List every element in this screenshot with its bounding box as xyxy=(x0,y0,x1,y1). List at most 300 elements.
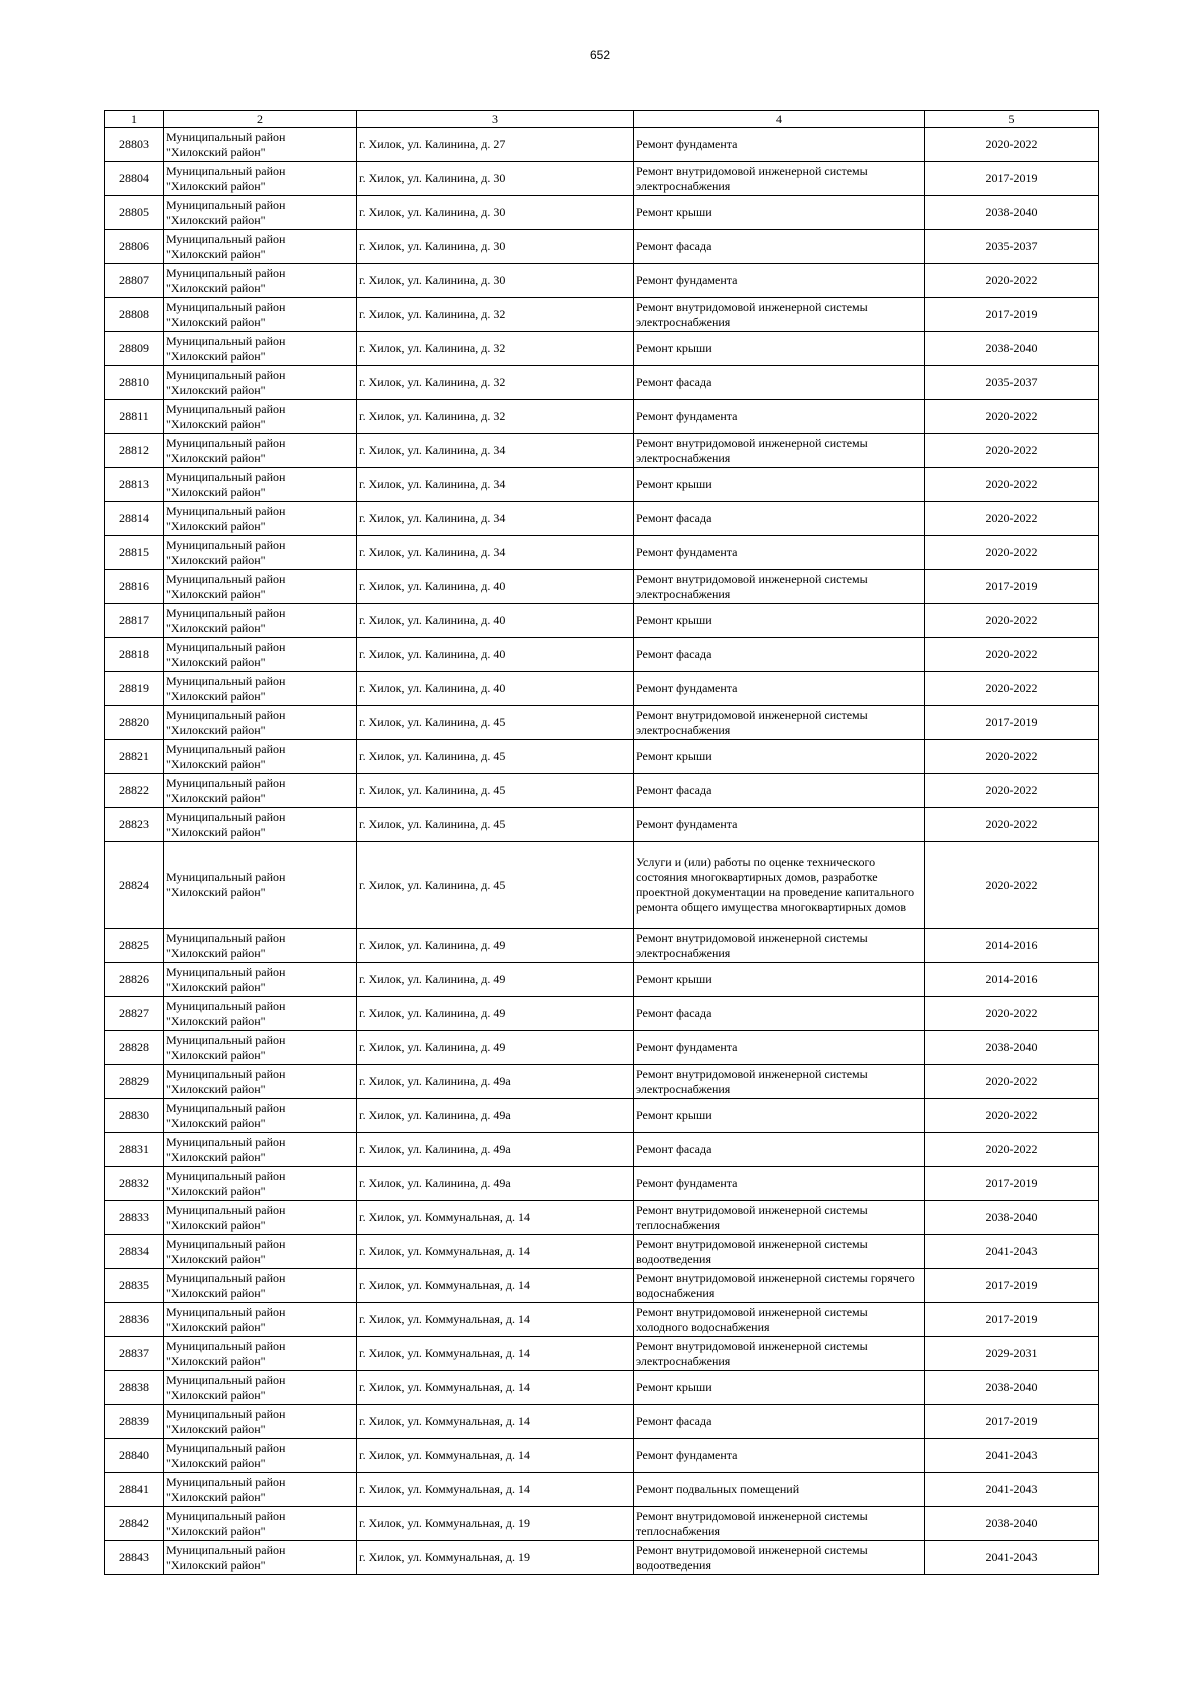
period-text: 2017-2019 xyxy=(985,579,1038,593)
row-number-cell xyxy=(105,997,164,1031)
address-cell xyxy=(357,997,634,1031)
address-cell xyxy=(357,1269,634,1303)
work-type-cell xyxy=(634,1439,925,1473)
address-cell xyxy=(357,1099,634,1133)
address-cell xyxy=(357,1235,634,1269)
address-text: г. Хилок, ул. Калинина, д. 45 xyxy=(359,715,506,729)
municipality-cell xyxy=(164,706,357,740)
work-type-text: Ремонт внутридомовой инженерной системы электроснабжения xyxy=(636,299,868,329)
work-type-text: Ремонт крыши xyxy=(636,613,712,627)
address-text: г. Хилок, ул. Калинина, д. 49а xyxy=(359,1176,511,1190)
work-type-text: Ремонт внутридомовой инженерной системы водоотведения xyxy=(636,1236,868,1266)
work-type-cell xyxy=(634,672,925,706)
address-text: г. Хилок, ул. Калинина, д. 40 xyxy=(359,579,506,593)
address-text: г. Хилок, ул. Калинина, д. 49а xyxy=(359,1108,511,1122)
municipality-name: "Хилокский район" xyxy=(166,885,266,899)
work-type-text: Ремонт внутридомовой инженерной системы электроснабжения xyxy=(636,163,868,193)
row-number-cell xyxy=(105,604,164,638)
row-number: 28841 xyxy=(119,1482,149,1496)
address-cell xyxy=(357,1371,634,1405)
period-text: 2014-2016 xyxy=(985,972,1038,986)
address-text: г. Хилок, ул. Калинина, д. 49 xyxy=(359,938,506,952)
municipality-type: Муниципальный район xyxy=(166,1236,286,1251)
period-cell xyxy=(925,298,1099,332)
period-cell xyxy=(925,1031,1099,1065)
municipality-name: "Хилокский район" xyxy=(166,246,266,261)
work-type-cell xyxy=(634,1303,925,1337)
table-row xyxy=(105,502,1099,536)
period-cell xyxy=(925,672,1099,706)
work-type-text: Ремонт фасада xyxy=(636,647,712,661)
address-cell xyxy=(357,929,634,963)
address-cell xyxy=(357,162,634,196)
table-row xyxy=(105,1133,1099,1167)
row-number-cell xyxy=(105,963,164,997)
row-number-cell xyxy=(105,774,164,808)
municipality-type: Муниципальный район xyxy=(166,503,286,518)
row-number: 28824 xyxy=(119,877,149,892)
municipality-cell xyxy=(164,842,357,929)
period-text: 2017-2019 xyxy=(985,1414,1038,1428)
table-row xyxy=(105,808,1099,842)
period-text: 2038-2040 xyxy=(985,1380,1038,1394)
row-number: 28834 xyxy=(119,1244,149,1258)
row-number: 28815 xyxy=(119,545,149,559)
municipality-type: Муниципальный район xyxy=(166,231,286,246)
period-text: 2035-2037 xyxy=(985,239,1038,253)
row-number-cell xyxy=(105,672,164,706)
period-text: 2017-2019 xyxy=(985,1312,1038,1326)
row-number-cell xyxy=(105,1269,164,1303)
work-type-text: Ремонт крыши xyxy=(636,341,712,355)
address-cell xyxy=(357,502,634,536)
municipality-name: "Хилокский район" xyxy=(166,484,266,499)
period-cell xyxy=(925,638,1099,672)
work-type-cell xyxy=(634,1031,925,1065)
table-row xyxy=(105,1337,1099,1371)
address-cell xyxy=(357,1065,634,1099)
municipality-type: Муниципальный район xyxy=(166,197,286,212)
row-number: 28840 xyxy=(119,1448,149,1462)
municipality-name: "Хилокский район" xyxy=(166,1557,266,1572)
period-cell xyxy=(925,230,1099,264)
page-number: 652 xyxy=(589,48,611,62)
municipality-cell xyxy=(164,1031,357,1065)
work-type-text: Ремонт фундамента xyxy=(636,681,738,695)
period-text: 2038-2040 xyxy=(985,341,1038,355)
municipality-cell xyxy=(164,128,357,162)
period-cell xyxy=(925,264,1099,298)
municipality-name: "Хилокский район" xyxy=(166,314,266,329)
municipality-type: Муниципальный район xyxy=(166,870,286,884)
table-row xyxy=(105,366,1099,400)
municipality-cell xyxy=(164,366,357,400)
period-text: 2041-2043 xyxy=(985,1550,1038,1564)
period-cell xyxy=(925,536,1099,570)
table-row xyxy=(105,1269,1099,1303)
municipality-type: Муниципальный район xyxy=(166,333,286,348)
work-type-text: Ремонт внутридомовой инженерной системы электроснабжения xyxy=(636,930,868,960)
municipality-name: "Хилокский район" xyxy=(166,552,266,567)
work-type-text: Ремонт фундамента xyxy=(636,409,738,423)
work-type-cell xyxy=(634,842,925,929)
work-type-cell xyxy=(634,1507,925,1541)
work-type-cell xyxy=(634,264,925,298)
table-row xyxy=(105,434,1099,468)
period-cell xyxy=(925,1099,1099,1133)
work-type-text: Ремонт фасада xyxy=(636,511,712,525)
period-cell xyxy=(925,468,1099,502)
table-row xyxy=(105,842,1099,929)
period-cell xyxy=(925,604,1099,638)
address-text: г. Хилок, ул. Калинина, д. 49 xyxy=(359,1006,506,1020)
municipality-type: Муниципальный район xyxy=(166,605,286,620)
period-cell xyxy=(925,332,1099,366)
period-cell xyxy=(925,1269,1099,1303)
period-cell xyxy=(925,1507,1099,1541)
period-text: 2020-2022 xyxy=(985,647,1038,661)
row-number: 28825 xyxy=(119,938,149,952)
address-cell xyxy=(357,128,634,162)
address-cell xyxy=(357,570,634,604)
work-type-cell xyxy=(634,1269,925,1303)
municipality-cell xyxy=(164,264,357,298)
municipality-type: Муниципальный район xyxy=(166,964,286,979)
municipality-type: Муниципальный район xyxy=(166,707,286,722)
municipality-type: Муниципальный район xyxy=(166,1066,286,1081)
row-number: 28810 xyxy=(119,375,149,389)
municipality-cell xyxy=(164,162,357,196)
work-type-cell xyxy=(634,774,925,808)
period-text: 2017-2019 xyxy=(985,307,1038,321)
work-type-text: Ремонт крыши xyxy=(636,972,712,986)
address-text: г. Хилок, ул. Коммунальная, д. 14 xyxy=(359,1244,530,1258)
address-text: г. Хилок, ул. Коммунальная, д. 14 xyxy=(359,1448,530,1462)
period-cell xyxy=(925,1133,1099,1167)
municipality-name: "Хилокский район" xyxy=(166,382,266,397)
period-text: 2020-2022 xyxy=(985,477,1038,491)
row-number-cell xyxy=(105,570,164,604)
address-text: г. Хилок, ул. Коммунальная, д. 14 xyxy=(359,1414,530,1428)
period-text: 2020-2022 xyxy=(985,443,1038,457)
period-text: 2020-2022 xyxy=(985,613,1038,627)
municipality-name: "Хилокский район" xyxy=(166,1319,266,1334)
address-cell xyxy=(357,1031,634,1065)
address-text: г. Хилок, ул. Калинина, д. 40 xyxy=(359,681,506,695)
table-row xyxy=(105,1235,1099,1269)
work-type-text: Ремонт внутридомовой инженерной системы теплоснабжения xyxy=(636,1202,868,1232)
period-cell xyxy=(925,997,1099,1031)
address-cell xyxy=(357,740,634,774)
address-cell xyxy=(357,774,634,808)
municipality-cell xyxy=(164,230,357,264)
address-cell xyxy=(357,1133,634,1167)
work-type-text: Ремонт внутридомовой инженерной системы водоотведения xyxy=(636,1542,868,1572)
municipality-name: "Хилокский район" xyxy=(166,1285,266,1300)
row-number-cell xyxy=(105,1235,164,1269)
table-row xyxy=(105,740,1099,774)
municipality-cell xyxy=(164,502,357,536)
municipality-type: Муниципальный район xyxy=(166,401,286,416)
row-number-cell xyxy=(105,1507,164,1541)
municipality-name: "Хилокский район" xyxy=(166,1149,266,1164)
row-number-cell xyxy=(105,1303,164,1337)
municipality-cell xyxy=(164,997,357,1031)
municipality-cell xyxy=(164,468,357,502)
table-row xyxy=(105,1405,1099,1439)
table-row xyxy=(105,1167,1099,1201)
address-cell xyxy=(357,434,634,468)
municipality-name: "Хилокский район" xyxy=(166,654,266,669)
period-cell xyxy=(925,128,1099,162)
municipality-type: Муниципальный район xyxy=(166,809,286,824)
period-text: 2038-2040 xyxy=(985,1210,1038,1224)
row-number: 28836 xyxy=(119,1312,149,1326)
address-cell xyxy=(357,706,634,740)
period-cell xyxy=(925,929,1099,963)
municipality-cell xyxy=(164,740,357,774)
period-cell xyxy=(925,434,1099,468)
address-cell xyxy=(357,638,634,672)
period-cell xyxy=(925,366,1099,400)
period-cell xyxy=(925,1371,1099,1405)
row-number-cell xyxy=(105,1337,164,1371)
municipality-name: "Хилокский район" xyxy=(166,1523,266,1538)
address-text: г. Хилок, ул. Коммунальная, д. 14 xyxy=(359,1346,530,1360)
work-type-text: Ремонт крыши xyxy=(636,1108,712,1122)
period-text: 2020-2022 xyxy=(985,783,1038,797)
municipality-cell xyxy=(164,400,357,434)
period-cell xyxy=(925,808,1099,842)
municipality-cell xyxy=(164,1167,357,1201)
period-cell xyxy=(925,774,1099,808)
work-type-cell xyxy=(634,332,925,366)
address-text: г. Хилок, ул. Калинина, д. 49 xyxy=(359,972,506,986)
table-row xyxy=(105,468,1099,502)
period-cell xyxy=(925,1303,1099,1337)
municipality-type: Муниципальный район xyxy=(166,1474,286,1489)
municipality-name: "Хилокский район" xyxy=(166,1013,266,1028)
address-cell xyxy=(357,1439,634,1473)
municipality-name: "Хилокский район" xyxy=(166,979,266,994)
row-number: 28839 xyxy=(119,1414,149,1428)
row-number-cell xyxy=(105,1065,164,1099)
municipality-name: "Хилокский район" xyxy=(166,722,266,737)
row-number: 28826 xyxy=(119,972,149,986)
work-type-cell xyxy=(634,502,925,536)
period-cell xyxy=(925,1405,1099,1439)
municipality-cell xyxy=(164,1303,357,1337)
repair-schedule-table xyxy=(104,110,1099,1575)
work-type-text: Ремонт фундамента xyxy=(636,273,738,287)
municipality-type: Муниципальный район xyxy=(166,1202,286,1217)
row-number: 28827 xyxy=(119,1006,149,1020)
address-text: г. Хилок, ул. Калинина, д. 32 xyxy=(359,307,506,321)
municipality-name: "Хилокский район" xyxy=(166,416,266,431)
work-type-text: Ремонт фасада xyxy=(636,1142,712,1156)
municipality-cell xyxy=(164,604,357,638)
row-number-cell xyxy=(105,298,164,332)
municipality-type: Муниципальный район xyxy=(166,1508,286,1523)
work-type-text: Ремонт фасада xyxy=(636,783,712,797)
row-number: 28818 xyxy=(119,647,149,661)
period-text: 2017-2019 xyxy=(985,715,1038,729)
row-number-cell xyxy=(105,502,164,536)
municipality-type: Муниципальный район xyxy=(166,571,286,586)
municipality-type: Муниципальный район xyxy=(166,1270,286,1285)
row-number-cell xyxy=(105,366,164,400)
row-number-cell xyxy=(105,808,164,842)
work-type-cell xyxy=(634,1065,925,1099)
period-text: 2041-2043 xyxy=(985,1244,1038,1258)
municipality-name: "Хилокский район" xyxy=(166,790,266,805)
table-row xyxy=(105,963,1099,997)
municipality-type: Муниципальный район xyxy=(166,163,286,178)
work-type-text: Ремонт внутридомовой инженерной системы электроснабжения xyxy=(636,435,868,465)
municipality-cell xyxy=(164,774,357,808)
work-type-text: Ремонт внутридомовой инженерной системы электроснабжения xyxy=(636,1338,868,1368)
table-row xyxy=(105,774,1099,808)
municipality-cell xyxy=(164,1269,357,1303)
address-cell xyxy=(357,1303,634,1337)
municipality-name: "Хилокский район" xyxy=(166,1387,266,1402)
address-cell xyxy=(357,604,634,638)
row-number: 28833 xyxy=(119,1210,149,1224)
municipality-type: Муниципальный район xyxy=(166,1032,286,1047)
municipality-cell xyxy=(164,1439,357,1473)
row-number-cell xyxy=(105,1099,164,1133)
row-number-cell xyxy=(105,740,164,774)
address-cell xyxy=(357,1507,634,1541)
work-type-cell xyxy=(634,468,925,502)
municipality-cell xyxy=(164,434,357,468)
row-number-cell xyxy=(105,1201,164,1235)
address-cell xyxy=(357,1541,634,1575)
row-number-cell xyxy=(105,400,164,434)
municipality-cell xyxy=(164,570,357,604)
municipality-cell xyxy=(164,1065,357,1099)
municipality-name: "Хилокский район" xyxy=(166,518,266,533)
municipality-type: Муниципальный район xyxy=(166,1304,286,1319)
period-text: 2020-2022 xyxy=(985,749,1038,763)
period-text: 2017-2019 xyxy=(985,1176,1038,1190)
work-type-cell xyxy=(634,570,925,604)
municipality-cell xyxy=(164,1337,357,1371)
period-text: 2020-2022 xyxy=(985,877,1038,892)
work-type-cell xyxy=(634,706,925,740)
work-type-text: Ремонт фасада xyxy=(636,1006,712,1020)
address-cell xyxy=(357,332,634,366)
work-type-cell xyxy=(634,128,925,162)
period-text: 2020-2022 xyxy=(985,273,1038,287)
row-number: 28812 xyxy=(119,443,149,457)
row-number: 28822 xyxy=(119,783,149,797)
municipality-type: Муниципальный район xyxy=(166,639,286,654)
municipality-name: "Хилокский район" xyxy=(166,348,266,363)
address-cell xyxy=(357,400,634,434)
address-cell xyxy=(357,1473,634,1507)
municipality-type: Муниципальный район xyxy=(166,367,286,382)
row-number: 28807 xyxy=(119,273,149,287)
period-text: 2020-2022 xyxy=(985,1006,1038,1020)
municipality-name: "Хилокский район" xyxy=(166,1455,266,1470)
work-type-text: Услуги и (или) работы по оценке технического состояния многоквартирных домов, разработке проектной документации на проведение капитального ремонта общего имущества многоквартирных домов xyxy=(636,855,915,914)
address-text: г. Хилок, ул. Калинина, д. 34 xyxy=(359,443,506,457)
row-number-cell xyxy=(105,196,164,230)
table-row xyxy=(105,196,1099,230)
table-row xyxy=(105,536,1099,570)
row-number: 28828 xyxy=(119,1040,149,1054)
table-row xyxy=(105,1031,1099,1065)
work-type-cell xyxy=(634,963,925,997)
table-row xyxy=(105,1507,1099,1541)
period-cell xyxy=(925,842,1099,929)
row-number: 28805 xyxy=(119,205,149,219)
work-type-cell xyxy=(634,1405,925,1439)
row-number: 28820 xyxy=(119,715,149,729)
work-type-cell xyxy=(634,400,925,434)
row-number: 28808 xyxy=(119,307,149,321)
row-number-cell xyxy=(105,128,164,162)
period-cell xyxy=(925,1541,1099,1575)
address-cell xyxy=(357,1167,634,1201)
period-cell xyxy=(925,196,1099,230)
work-type-text: Ремонт внутридомовой инженерной системы холодного водоснабжения xyxy=(636,1304,868,1334)
table-row xyxy=(105,1371,1099,1405)
municipality-cell xyxy=(164,332,357,366)
period-text: 2020-2022 xyxy=(985,1074,1038,1088)
header-cell: 4 xyxy=(634,111,925,128)
municipality-name: "Хилокский район" xyxy=(166,280,266,295)
table-row xyxy=(105,230,1099,264)
row-number: 28817 xyxy=(119,613,149,627)
row-number: 28829 xyxy=(119,1074,149,1088)
work-type-text: Ремонт крыши xyxy=(636,749,712,763)
address-text: г. Хилок, ул. Коммунальная, д. 14 xyxy=(359,1210,530,1224)
work-type-cell xyxy=(634,1167,925,1201)
period-text: 2020-2022 xyxy=(985,1142,1038,1156)
address-cell xyxy=(357,672,634,706)
address-cell xyxy=(357,196,634,230)
municipality-type: Муниципальный район xyxy=(166,537,286,552)
address-text: г. Хилок, ул. Калинина, д. 30 xyxy=(359,239,506,253)
work-type-cell xyxy=(634,929,925,963)
work-type-cell xyxy=(634,638,925,672)
address-cell xyxy=(357,963,634,997)
table-row xyxy=(105,264,1099,298)
work-type-text: Ремонт внутридомовой инженерной системы электроснабжения xyxy=(636,707,868,737)
work-type-cell xyxy=(634,1337,925,1371)
header-cell: 1 xyxy=(105,111,164,128)
municipality-type: Муниципальный район xyxy=(166,1100,286,1115)
municipality-cell xyxy=(164,808,357,842)
municipality-cell xyxy=(164,638,357,672)
work-type-cell xyxy=(634,196,925,230)
municipality-type: Муниципальный район xyxy=(166,265,286,280)
period-text: 2020-2022 xyxy=(985,681,1038,695)
work-type-cell xyxy=(634,1201,925,1235)
table-row xyxy=(105,1099,1099,1133)
address-text: г. Хилок, ул. Калинина, д. 32 xyxy=(359,409,506,423)
municipality-cell xyxy=(164,929,357,963)
row-number-cell xyxy=(105,230,164,264)
municipality-cell xyxy=(164,1235,357,1269)
municipality-type: Муниципальный район xyxy=(166,129,286,144)
period-cell xyxy=(925,706,1099,740)
table-row xyxy=(105,1065,1099,1099)
table-row xyxy=(105,298,1099,332)
table-row xyxy=(105,1303,1099,1337)
